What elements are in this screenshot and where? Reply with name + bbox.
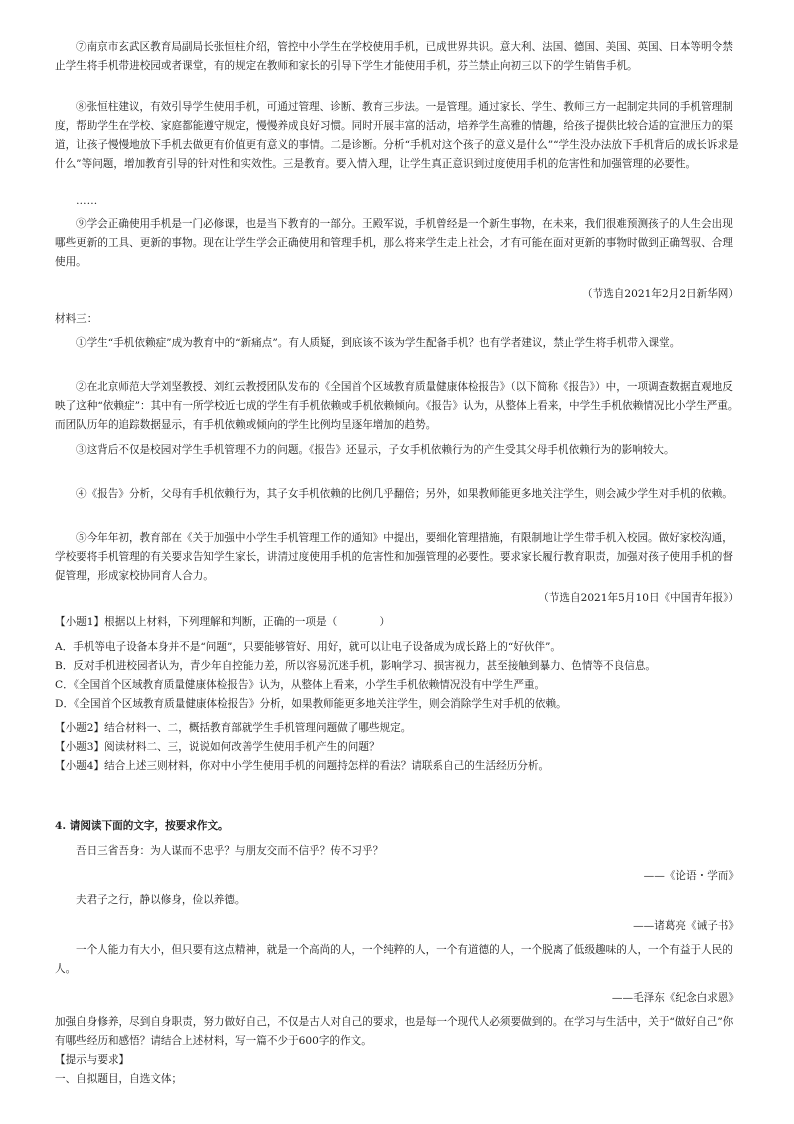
material2-paragraph-9: ⑨学会正确使用手机是一门必修课，也是当下教育的一部分。王殿军说，手机曾经是一个新生事物，在未来，我们很难预测孩子的人生会出现哪些更新的工具、更新的事物。现在让学生学会正确使用和管理手机，那么将来学生走上社会，才有可能在面对更新的事物时做到正确驾驭、合理使用。 xyxy=(55,218,733,268)
attribution-1: ——《论语・学而》 xyxy=(643,870,739,882)
material3-paragraph-1: ①学生“手机依赖症”成为教育中的“新痛点”。有人质疑，到底该不该为学生配备手机？也有学者建议，禁止学生将手机带入课堂。 xyxy=(76,337,681,349)
quote-3: 一个人能力有大小，但只要有这点精神，就是一个高尚的人，一个纯粹的人，一个有道德的人，一个脱离了低级趣味的人，一个有益于人民的人。 xyxy=(55,944,733,975)
quote-1: 吾日三省吾身：为人谋而不忠乎？与朋友交而不信乎？传不习乎？ xyxy=(76,845,384,857)
question-1: 【小题1】根据以上材料，下列理解和判断，正确的一项是（ ） xyxy=(55,616,391,628)
option-a: A．手机等电子设备本身并不是“问题”，只要能够管好、用好，就可以让电子设备成为成长路上的“好伙伴”。 xyxy=(55,641,562,653)
option-c: C．《全国首个区域教育质量健康体检报告》认为，从整体上看来，小学生手机依赖情况没有中学生严重。 xyxy=(55,679,546,691)
attribution-2: ——诸葛亮《诫子书》 xyxy=(633,920,739,932)
tip-1: 一、自拟题目，自选文体； xyxy=(55,1073,183,1085)
material2-paragraph-7: ⑦南京市玄武区教育局副局长张恒柱介绍，管控中小学生在学校使用手机，已成世界共识。意大利、法国、德国、美国、英国、日本等明令禁止学生将手机带进校园或者课堂，有的规定在教师和家长的引导下学生才能使用手机，芬兰禁止向初三以下的学生销售手机。 xyxy=(55,41,733,72)
question-4: 【小题4】结合上述三则材料，你对中小学生使用手机的问题持怎样的看法？请联系自己的生活经历分析。 xyxy=(55,760,550,772)
material3-paragraph-2: ②在北京师范大学刘坚教授、刘红云教授团队发布的《全国首个区域教育质量健康体检报告》（以下简称《报告》）中，一项调查数据直观地反映了这种“依赖症”：其中有一所学校近七成的学生有手机依赖或手机依赖倾向。《报告》认为，从整体上看来，中学生手机依赖情况比小学生严重。而团队历年的追踪数据显示，有手机依赖或倾向的学生比例均呈逐年增加的趋势。 xyxy=(55,381,739,431)
material3-paragraph-4: ④《报告》分析，父母有手机依赖行为，其子女手机依赖的比例几乎翻倍；另外，如果教师能更多地关注学生，则会减少学生对手机的依赖。 xyxy=(76,488,733,500)
section4-heading: 4. 请阅读下面的文字，按要求作文。 xyxy=(55,820,229,832)
tips-label: 【提示与要求】 xyxy=(55,1054,130,1066)
material3-source: （节选自2021年5月10日《中国青年报》） xyxy=(538,592,739,604)
ellipsis: …… xyxy=(76,195,98,207)
option-b: B．反对手机进校园者认为，青少年自控能力差，所以容易沉迷手机，影响学习、损害视力，甚至接触到暴力、色情等不良信息。 xyxy=(55,660,657,672)
material3-paragraph-3: ③这背后不仅是校园对学生手机管理不力的问题。《报告》还显示，子女手机依赖行为的产生受其父母手机依赖行为的影响较大。 xyxy=(76,444,675,456)
material2-paragraph-8: ⑧张恒柱建议，有效引导学生使用手机，可通过管理、诊断、教育三步法。一是管理。通过家长、学生、教师三方一起制定共同的手机管理制度，帮助学生在学校、家庭都能遵守规定，慢慢养成良好习惯。同时开展丰富的活动，培养学生高雅的情趣，给孩子提供比较合适的宣泄压力的渠道，让孩子慢慢地放下手机去做更有价值更有意义的事情。二是诊断。分析“手机对这个孩子的意义是什么”“学生没办法放下手机背后的成长诉求是什么”等问题，增加教育引导的针对性和实效性。三是教育。要入情入理，让学生真正意识到过度使用手机的危害性和加强管理的必要性。 xyxy=(55,101,739,170)
material3-label: 材料三： xyxy=(55,313,98,325)
attribution-3: ——毛泽东《纪念白求恩》 xyxy=(611,992,739,1004)
quote-2: 夫君子之行，静以修身，俭以养德。 xyxy=(76,894,246,906)
material2-source: （节选自2021年2月2日新华网） xyxy=(582,288,739,300)
material3-paragraph-5: ⑤今年年初，教育部在《关于加强中小学生手机管理工作的通知》中提出，要细化管理措施，有限制地让学生带手机入校园。做好家校沟通，学校要将手机管理的有关要求告知学生家长，讲清过度使用手机的危害性和加强管理的必要性。要求家长履行教育职责，加强对孩子使用手机的督促管理，形成家校协同育人合力。 xyxy=(55,532,733,582)
option-d: D．《全国首个区域教育质量健康体检报告》分析，如果教师能更多地关注学生，则会消除学生对手机的依赖。 xyxy=(55,698,567,710)
question-3: 【小题3】阅读材料二、三，说说如何改善学生使用手机产生的问题？ xyxy=(55,741,380,753)
essay-prompt: 加强自身修养，尽到自身职责，努力做好自己，不仅是古人对自己的要求，也是每一个现代人必须要做到的。在学习与生活中，关于“做好自己”你有哪些经历和感悟？请结合上述材料，写一篇不少于600字的作文。 xyxy=(55,1016,734,1047)
question-2: 【小题2】结合材料一、二，概括教育部就学生手机管理问题做了哪些规定。 xyxy=(55,722,412,734)
